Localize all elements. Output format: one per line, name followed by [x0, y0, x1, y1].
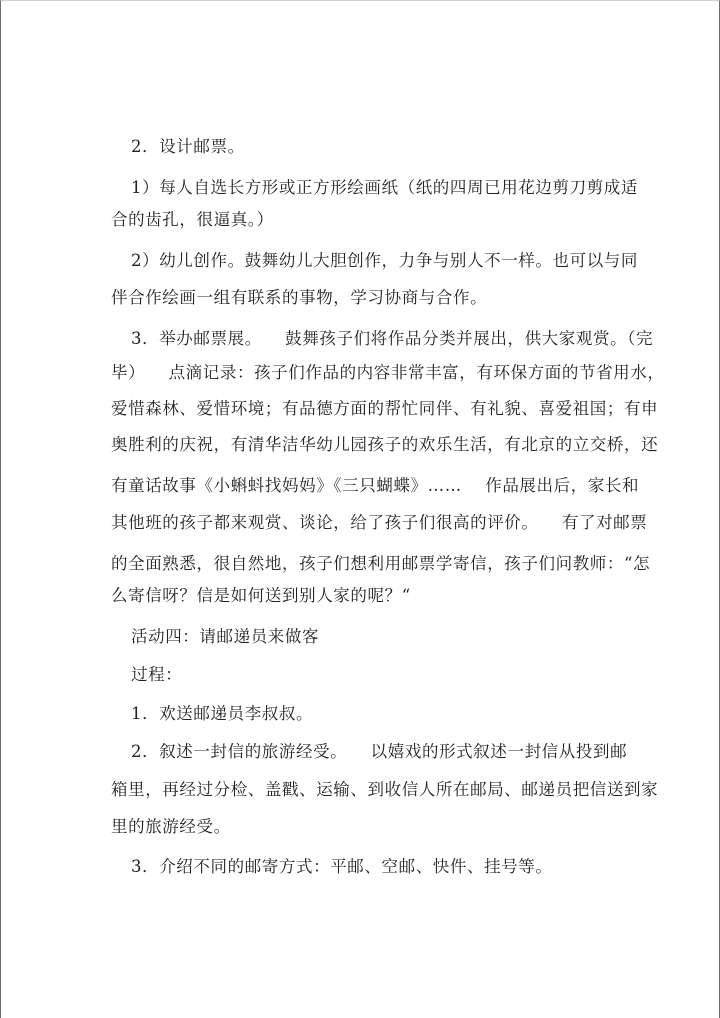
text-line: 爱惜森林、爱惜环境；有品德方面的帮忙同伴、有礼貌、喜爱祖国；有申	[111, 399, 659, 418]
text-line: 1）每人自选长方形或正方形绘画纸（纸的四周已用花边剪刀剪成适	[131, 178, 638, 197]
text-line: 1．欢送邮递员李叔叔。	[131, 704, 314, 723]
text-line: 的全面熟悉，很自然地，孩子们想利用邮票学寄信，孩子们问教师：“怎	[111, 554, 651, 573]
text-line: 合的齿孔，很逼真。）	[111, 210, 274, 229]
text-line: 3．介绍不同的邮寄方式：平邮、空邮、快件、挂号等。	[131, 857, 553, 876]
text-line: 箱里，再经过分检、盖戳、运输、到收信人所在邮局、邮递员把信送到家	[111, 780, 659, 799]
text-line: 2．叙述一封信的旅游经受。 以嬉戏的形式叙述一封信从投到邮	[131, 742, 628, 761]
text-line: 奥胜利的庆祝，有清华洁华幼儿园孩子的欢乐生活，有北京的立交桥，还	[111, 435, 659, 454]
text-line: 活动四：请邮递员来做客	[131, 627, 320, 646]
text-line: 过程：	[131, 665, 183, 684]
text-line: 毕） 点滴记录：孩子们作品的内容非常丰富，有环保方面的节省用水，	[111, 363, 665, 382]
text-line: 有童话故事《小蝌蚪找妈妈》《三只蝴蝶》…… 作品展出后，家长和	[111, 476, 640, 495]
text-line: 2．设计邮票。	[131, 137, 245, 156]
text-line: 其他班的孩子都来观赏、谈论，给了孩子们很高的评价。 有了对邮票	[111, 513, 648, 532]
text-line: 2）幼儿创作。鼓舞幼儿大胆创作，力争与别人不一样。也可以与同	[131, 251, 638, 270]
text-line: 么寄信呀？信是如何送到别人家的呢？“	[111, 586, 411, 605]
text-line: 里的旅游经受。	[111, 817, 231, 836]
text-line: 伴合作绘画一组有联系的事物，学习协商与合作。	[111, 288, 488, 307]
text-line: 3．举办邮票展。 鼓舞孩子们将作品分类并展出，供大家观赏。（完	[131, 329, 654, 348]
